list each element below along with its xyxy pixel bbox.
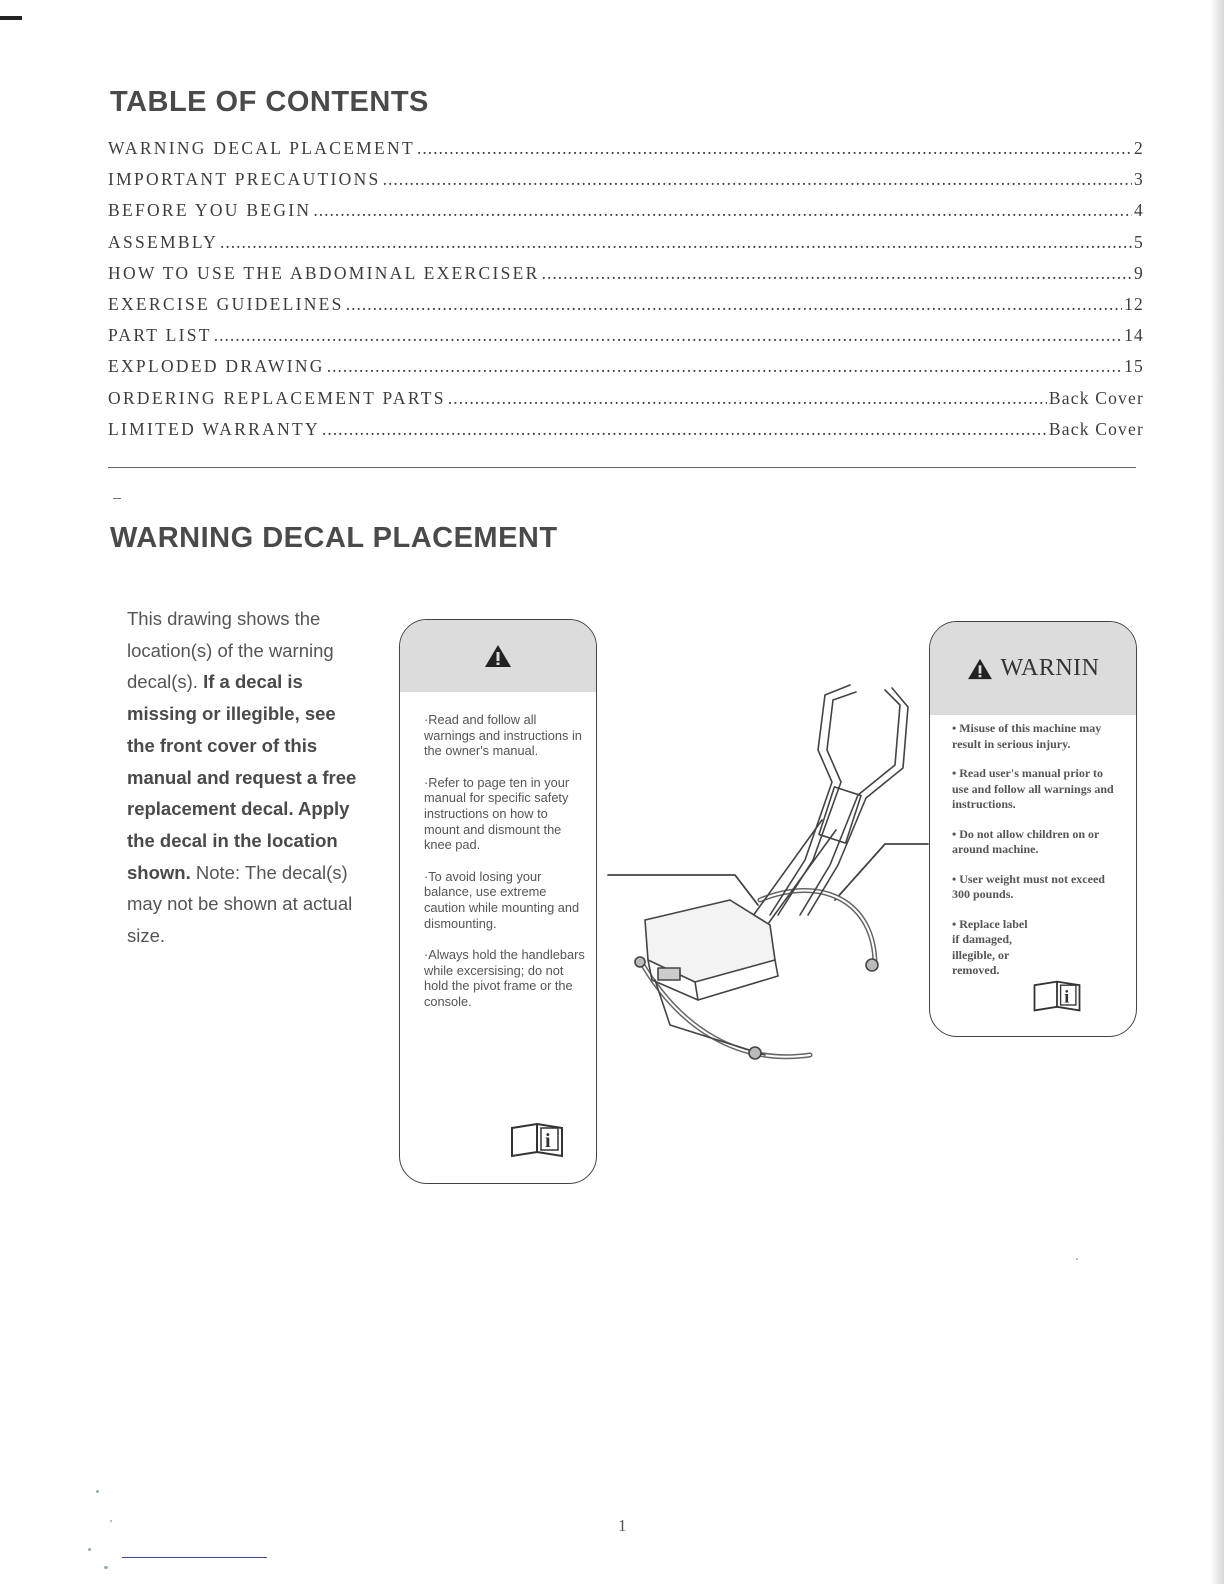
toc-entry-label: EXPLODED DRAWING [108,356,325,377]
toc-entry[interactable] [108,169,1144,200]
warning-triangle-icon [484,644,512,668]
svg-text:i: i [545,1130,551,1152]
toc-leader-dots [417,138,1132,159]
decal-item: • Read user's manual prior to use and follow all warnings and instructions. [952,766,1114,811]
section-divider [108,467,1136,468]
toc-entry[interactable] [108,263,1144,294]
decal-item: • Replace label if damaged, illegible, or removed. [952,916,1028,977]
toc-entry-page: 4 [1134,200,1144,221]
section-heading: WARNING DECAL PLACEMENT [110,522,558,554]
toc-entry-page: 14 [1124,325,1144,346]
toc-entry[interactable] [108,356,1144,387]
intro-paragraph [127,603,357,952]
decal-left-header [400,620,596,692]
scan-speck [104,1566,108,1569]
toc-leader-dots [220,232,1132,253]
decal-right [929,621,1137,1037]
toc-list [108,138,1144,450]
exerciser-illustration [600,670,940,1080]
toc-entry[interactable] [108,419,1144,450]
toc-entry-page: 15 [1124,356,1144,377]
toc-entry-label: HOW TO USE THE ABDOMINAL EXERCISER [108,262,540,283]
decal-right-text [930,715,1136,979]
console [819,787,861,843]
toc-entry-page: 2 [1134,138,1144,158]
decal-item: ·To avoid losing your balance, use extreme caution while mounting and dismounting. [424,868,580,931]
toc-entry-label: IMPORTANT PRECAUTIONS [108,169,381,190]
scan-underline [122,1557,267,1558]
warning-triangle-icon [967,658,993,680]
scan-edge-shadow [1210,0,1224,1584]
decal-item: • Misuse of this machine may result in serious injury. [952,721,1102,751]
decal-left-text [400,692,596,1010]
scan-speck [88,1548,91,1551]
toc-leader-dots [346,294,1122,315]
toc-entry[interactable] [108,138,1144,169]
toc-leader-dots [542,263,1132,284]
seat-rail [655,980,765,1055]
manual-info-icon [1032,978,1082,1014]
toc-entry-label: PART LIST [108,325,212,346]
toc-entry[interactable] [108,325,1144,356]
toc-entry[interactable] [108,294,1144,325]
decal-left [399,619,597,1184]
toc-entry[interactable] [108,200,1144,231]
toc-leader-dots [327,356,1122,377]
toc-entry-label: WARNING DECAL PLACEMENT [108,138,415,158]
stray-dash [113,498,121,499]
page-number: 1 [618,1516,627,1535]
scan-edge-mark [0,16,22,20]
svg-text:i: i [1064,986,1070,1007]
toc-entry-label: LIMITED WARRANTY [108,418,320,439]
toc-entry-page: Back Cover [1048,418,1144,439]
toc-leader-dots [322,419,1047,440]
intro-bold-text: If a decal is missing or illegible, see the front cover of this manual and request a free replacement decal. Apply the decal in the location shown. [127,671,357,883]
handlebar-left [770,685,850,915]
manual-info-icon [510,1120,564,1160]
base-arc-front [760,890,875,965]
decal-item: ·Refer to page ten in your manual for specific safety instructions on how to mount and dismount the knee pad. [424,774,570,853]
toc-entry-label: EXERCISE GUIDELINES [108,293,344,314]
toc-entry-label: ORDERING REPLACEMENT PARTS [108,387,446,408]
scan-speck [110,1520,112,1522]
leader-line-right [835,844,928,900]
decal-item: • User weight must not exceed 300 pounds. [952,871,1105,901]
toc-entry[interactable] [108,232,1144,263]
toc-heading: TABLE OF CONTENTS [110,86,429,118]
leader-line-left [608,875,758,905]
toc-leader-dots [448,388,1047,409]
decal-item: ·Read and follow all warnings and instructions in the owner's manual. [424,712,582,759]
scan-speck [1076,1258,1078,1260]
toc-entry-label: BEFORE YOU BEGIN [108,200,312,221]
toc-entry-label: ASSEMBLY [108,231,219,252]
toc-entry-page: Back Cover [1048,387,1144,408]
decal-right-header [930,622,1136,715]
toc-leader-dots [214,325,1122,346]
warning-heading: WARNIN [1000,655,1100,681]
intro-note-text: Note: The decal(s) may not be shown at actual size. [127,861,353,947]
toc-entry-page: 3 [1134,169,1144,190]
toc-entry-page: 12 [1124,293,1144,314]
decal-item: • Do not allow children on or around machine. [952,826,1100,856]
toc-entry-page: 5 [1134,231,1144,252]
toc-entry[interactable] [108,388,1144,419]
decal-item: ·Always hold the handlebars while excersising; do not hold the pivot frame or the console. [424,947,585,1009]
scan-speck [96,1490,99,1493]
handlebar-right [800,690,900,915]
toc-entry-page: 9 [1134,262,1144,283]
intro-text: This drawing shows the location(s) of the warning decal(s). [127,608,334,693]
toc-leader-dots [313,200,1132,221]
toc-leader-dots [383,169,1132,190]
